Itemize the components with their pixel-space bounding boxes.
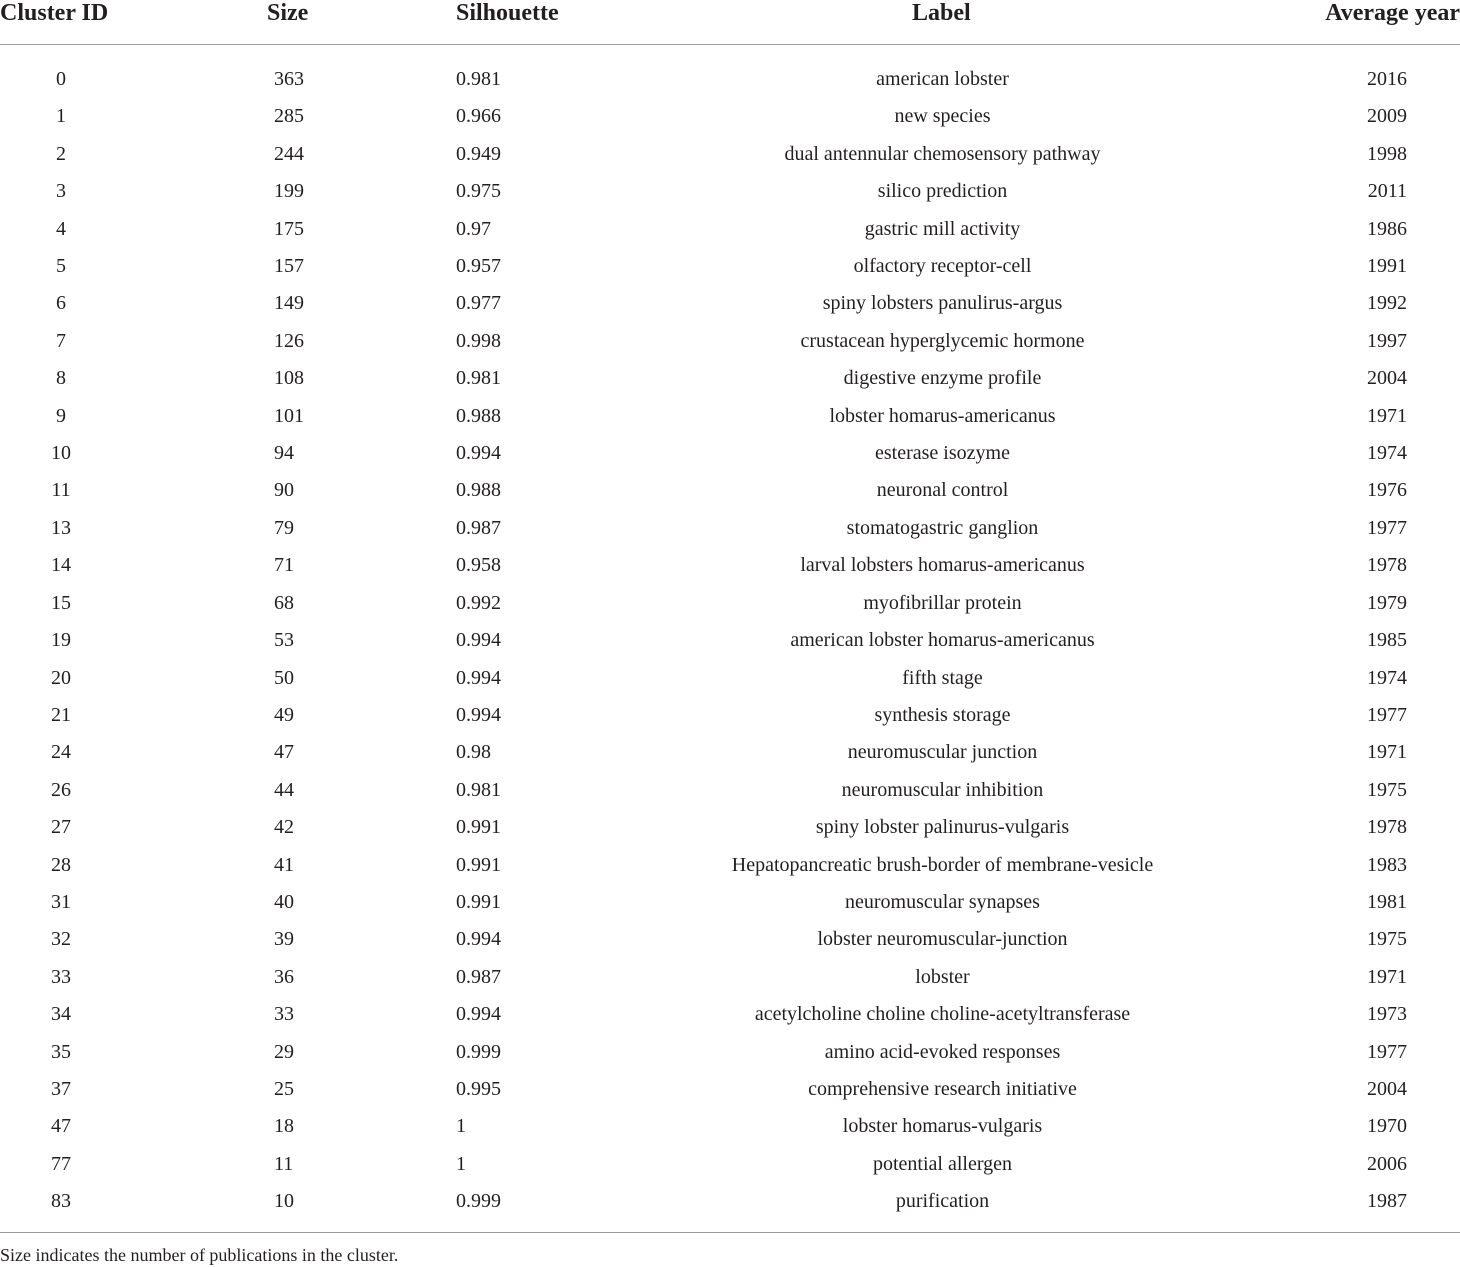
- header-row: [0, 0, 1460, 45]
- cell-cluster-id: 83: [51, 1190, 71, 1213]
- cell-average-year: 1977: [1367, 703, 1407, 726]
- table-row: [0, 136, 1460, 173]
- cell-cluster-id: 20: [51, 666, 71, 689]
- table-row: [0, 772, 1460, 809]
- cell-size: 175: [274, 217, 304, 240]
- cell-cluster-id: 6: [56, 292, 66, 315]
- cell-silhouette: 0.957: [456, 255, 501, 278]
- cell-silhouette: 0.981: [456, 778, 501, 801]
- cell-size: 244: [274, 142, 304, 165]
- cell-average-year: 2009: [1367, 105, 1407, 128]
- cell-silhouette: 0.949: [456, 142, 501, 165]
- cell-size: 42: [274, 816, 294, 839]
- cell-cluster-id: 15: [51, 591, 71, 614]
- cell-average-year: 1997: [1367, 329, 1407, 352]
- table-row: [0, 1108, 1460, 1145]
- cell-label: olfactory receptor-cell: [853, 255, 1032, 278]
- cell-average-year: 1991: [1367, 255, 1407, 278]
- cell-average-year: 2004: [1367, 1077, 1407, 1100]
- table-row: [0, 884, 1460, 921]
- table-row: [0, 173, 1460, 210]
- cell-cluster-id: 10: [51, 442, 71, 465]
- cell-silhouette: 0.97: [456, 217, 491, 240]
- cell-cluster-id: 9: [56, 404, 66, 427]
- table-row: [0, 660, 1460, 697]
- cell-cluster-id: 1: [56, 105, 66, 128]
- cell-size: 68: [274, 591, 294, 614]
- cell-size: 363: [274, 68, 304, 90]
- cell-average-year: 1983: [1367, 853, 1407, 876]
- cell-silhouette: 0.991: [456, 816, 501, 839]
- cell-label: synthesis storage: [874, 703, 1011, 726]
- table-header: [0, 0, 1460, 45]
- cell-silhouette: 0.958: [456, 554, 501, 577]
- table-row: [0, 285, 1460, 322]
- cell-silhouette: 0.999: [456, 1190, 501, 1213]
- table-row: [0, 734, 1460, 771]
- cell-size: 53: [274, 629, 294, 652]
- cell-size: 11: [274, 1152, 294, 1175]
- table-row: [0, 472, 1460, 509]
- cell-size: 90: [274, 479, 294, 502]
- cell-silhouette: 0.994: [456, 666, 501, 689]
- cell-label: american lobster: [876, 68, 1009, 90]
- cell-size: 40: [274, 890, 294, 913]
- table-row: [0, 1183, 1460, 1220]
- header-cluster-id: Cluster ID: [0, 0, 122, 45]
- cell-average-year: 1971: [1367, 741, 1407, 764]
- table-row: [0, 398, 1460, 435]
- cell-label: lobster: [915, 965, 970, 988]
- table-row: [0, 959, 1460, 996]
- table-row: [0, 1146, 1460, 1183]
- cell-size: 71: [274, 554, 294, 577]
- table-row: [0, 61, 1460, 98]
- cell-cluster-id: 27: [51, 816, 71, 839]
- cell-label: american lobster homarus-americanus: [790, 629, 1095, 652]
- cell-silhouette: 0.988: [456, 404, 501, 427]
- table-row: [0, 585, 1460, 622]
- cell-size: 25: [274, 1077, 294, 1100]
- cell-label: larval lobsters homarus-americanus: [800, 554, 1085, 577]
- table-spacer-row: [0, 45, 1460, 62]
- cell-label: fifth stage: [902, 666, 983, 689]
- table-row: [0, 360, 1460, 397]
- cell-silhouette: 0.988: [456, 479, 501, 502]
- cell-cluster-id: 33: [51, 965, 71, 988]
- cell-silhouette: 0.98: [456, 741, 491, 764]
- cell-size: 39: [274, 928, 294, 951]
- cell-size: 108: [274, 367, 304, 390]
- cell-cluster-id: 21: [51, 703, 71, 726]
- cell-average-year: 1974: [1367, 666, 1407, 689]
- cell-average-year: 1970: [1367, 1115, 1407, 1138]
- cell-size: 29: [274, 1040, 294, 1063]
- cell-average-year: 1978: [1367, 816, 1407, 839]
- cell-cluster-id: 34: [51, 1003, 71, 1026]
- table-row: [0, 1034, 1460, 1071]
- cell-size: 10: [274, 1190, 294, 1213]
- cell-size: 49: [274, 703, 294, 726]
- cell-size: 44: [274, 778, 294, 801]
- cell-label: stomatogastric ganglion: [846, 516, 1039, 539]
- cell-average-year: 1971: [1367, 965, 1407, 988]
- table-row: [0, 697, 1460, 734]
- cell-size: 41: [274, 853, 294, 876]
- cell-size: 18: [274, 1115, 294, 1138]
- cell-silhouette: 0.966: [456, 105, 501, 128]
- cell-size: 36: [274, 965, 294, 988]
- cell-label: neuromuscular synapses: [845, 890, 1040, 913]
- cell-cluster-id: 11: [51, 479, 71, 502]
- cell-cluster-id: 14: [51, 554, 71, 577]
- cell-average-year: 2006: [1367, 1152, 1407, 1175]
- cell-average-year: 1979: [1367, 591, 1407, 614]
- table-row: [0, 211, 1460, 248]
- cell-average-year: 1978: [1367, 554, 1407, 577]
- cell-label: neuromuscular inhibition: [841, 778, 1044, 801]
- cell-average-year: 1987: [1367, 1190, 1407, 1213]
- cell-cluster-id: 19: [51, 629, 71, 652]
- cell-silhouette: 0.995: [456, 1077, 501, 1100]
- header-size: Size: [122, 0, 456, 45]
- cell-label: neuromuscular junction: [847, 741, 1038, 764]
- table-row: [0, 98, 1460, 135]
- cell-silhouette: 0.991: [456, 853, 501, 876]
- cell-silhouette: 0.975: [456, 180, 501, 203]
- cell-average-year: 1971: [1367, 404, 1407, 427]
- cell-cluster-id: 0: [56, 68, 66, 90]
- cell-cluster-id: 31: [51, 890, 71, 913]
- cell-silhouette: 0.994: [456, 442, 501, 465]
- cell-label: silico prediction: [877, 180, 1008, 203]
- cell-cluster-id: 77: [51, 1152, 71, 1175]
- cell-average-year: 1977: [1367, 516, 1407, 539]
- cell-cluster-id: 28: [51, 853, 71, 876]
- cell-silhouette: 0.994: [456, 1003, 501, 1026]
- table-row: [0, 435, 1460, 472]
- cell-average-year: 1975: [1367, 928, 1407, 951]
- cell-cluster-id: 32: [51, 928, 71, 951]
- cell-label: neuronal control: [876, 479, 1009, 502]
- cell-silhouette: 0.991: [456, 890, 501, 913]
- cell-label: new species: [894, 105, 991, 128]
- cell-label: myofibrillar protein: [863, 591, 1022, 614]
- cell-label: dual antennular chemosensory pathway: [784, 142, 1101, 165]
- cell-average-year: 1977: [1367, 1040, 1407, 1063]
- cell-average-year: 1998: [1367, 142, 1407, 165]
- cell-silhouette: 0.987: [456, 516, 501, 539]
- cell-cluster-id: 4: [56, 217, 66, 240]
- cell-size: 79: [274, 516, 294, 539]
- cell-label: spiny lobsters panulirus-argus: [822, 292, 1063, 315]
- table-row: [0, 547, 1460, 584]
- table-row: [0, 510, 1460, 547]
- cell-label: Hepatopancreatic brush-border of membrane-vesicle: [731, 853, 1154, 876]
- cell-size: 126: [274, 329, 304, 352]
- cell-label: lobster homarus-vulgaris: [842, 1115, 1043, 1138]
- cell-silhouette: 0.981: [456, 68, 501, 90]
- cell-cluster-id: 3: [56, 180, 66, 203]
- cell-average-year: 1986: [1367, 217, 1407, 240]
- cell-cluster-id: 47: [51, 1115, 71, 1138]
- cell-label: digestive enzyme profile: [843, 367, 1042, 390]
- cell-silhouette: 0.994: [456, 703, 501, 726]
- cell-label: esterase isozyme: [875, 442, 1010, 465]
- cell-cluster-id: 26: [51, 778, 71, 801]
- cell-label: comprehensive research initiative: [808, 1077, 1077, 1100]
- cell-label: lobster homarus-americanus: [829, 404, 1056, 427]
- cell-cluster-id: 7: [56, 329, 66, 352]
- cell-label: acetylcholine choline choline-acetyltransferase: [754, 1003, 1131, 1026]
- cell-label: gastric mill activity: [864, 217, 1021, 240]
- cell-average-year: 1992: [1367, 292, 1407, 315]
- cell-average-year: 2004: [1367, 367, 1407, 390]
- cell-average-year: 1973: [1367, 1003, 1407, 1026]
- header-average-year: Average year: [1313, 0, 1460, 45]
- cell-cluster-id: 35: [51, 1040, 71, 1063]
- cell-average-year: 1976: [1367, 479, 1407, 502]
- cell-size: 50: [274, 666, 294, 689]
- cell-label: crustacean hyperglycemic hormone: [800, 329, 1085, 352]
- cell-cluster-id: 37: [51, 1077, 71, 1100]
- cell-size: 199: [274, 180, 304, 203]
- cell-silhouette: 0.981: [456, 367, 501, 390]
- header-label: Label: [572, 0, 1313, 45]
- cell-silhouette: 0.994: [456, 629, 501, 652]
- cell-cluster-id: 13: [51, 516, 71, 539]
- cell-cluster-id: 5: [56, 255, 66, 278]
- cell-silhouette: 0.992: [456, 591, 501, 614]
- cell-label: amino acid-evoked responses: [824, 1040, 1061, 1063]
- cell-average-year: 1985: [1367, 629, 1407, 652]
- cell-size: 47: [274, 741, 294, 764]
- cell-average-year: 1975: [1367, 778, 1407, 801]
- cell-label: lobster neuromuscular-junction: [817, 928, 1068, 951]
- header-silhouette: Silhouette: [456, 0, 572, 45]
- cell-label: spiny lobster palinurus-vulgaris: [815, 816, 1070, 839]
- cell-label: purification: [895, 1190, 990, 1213]
- cell-silhouette: 1: [456, 1115, 466, 1138]
- cell-average-year: 1974: [1367, 442, 1407, 465]
- cell-cluster-id: 2: [56, 142, 66, 165]
- cell-size: 33: [274, 1003, 294, 1026]
- cell-silhouette: 0.977: [456, 292, 501, 315]
- cell-size: 149: [274, 292, 304, 315]
- cell-average-year: 2016: [1367, 68, 1407, 90]
- table-footnote: Size indicates the number of publications in the cluster.: [0, 1245, 399, 1265]
- table-bottom-rule: [0, 1232, 1460, 1233]
- table-row: [0, 996, 1460, 1033]
- table-row: [0, 809, 1460, 846]
- table-row: [0, 248, 1460, 285]
- cell-average-year: 1981: [1367, 890, 1407, 913]
- cell-silhouette: 0.998: [456, 329, 501, 352]
- cell-silhouette: 1: [456, 1152, 466, 1175]
- cell-size: 285: [274, 105, 304, 128]
- cell-cluster-id: 24: [51, 741, 71, 764]
- cell-silhouette: 0.994: [456, 928, 501, 951]
- table-row: [0, 323, 1460, 360]
- cell-label: potential allergen: [872, 1152, 1013, 1175]
- table-row: [0, 847, 1460, 884]
- table-row: [0, 1071, 1460, 1108]
- cell-silhouette: 0.987: [456, 965, 501, 988]
- cell-size: 101: [274, 404, 304, 427]
- table-row: [0, 921, 1460, 958]
- cell-silhouette: 0.999: [456, 1040, 501, 1063]
- table-body: [0, 45, 1460, 1221]
- cell-cluster-id: 8: [56, 367, 66, 390]
- cell-size: 157: [274, 255, 304, 278]
- cell-size: 94: [274, 442, 294, 465]
- cell-average-year: 2011: [1367, 180, 1407, 203]
- table-row: [0, 622, 1460, 659]
